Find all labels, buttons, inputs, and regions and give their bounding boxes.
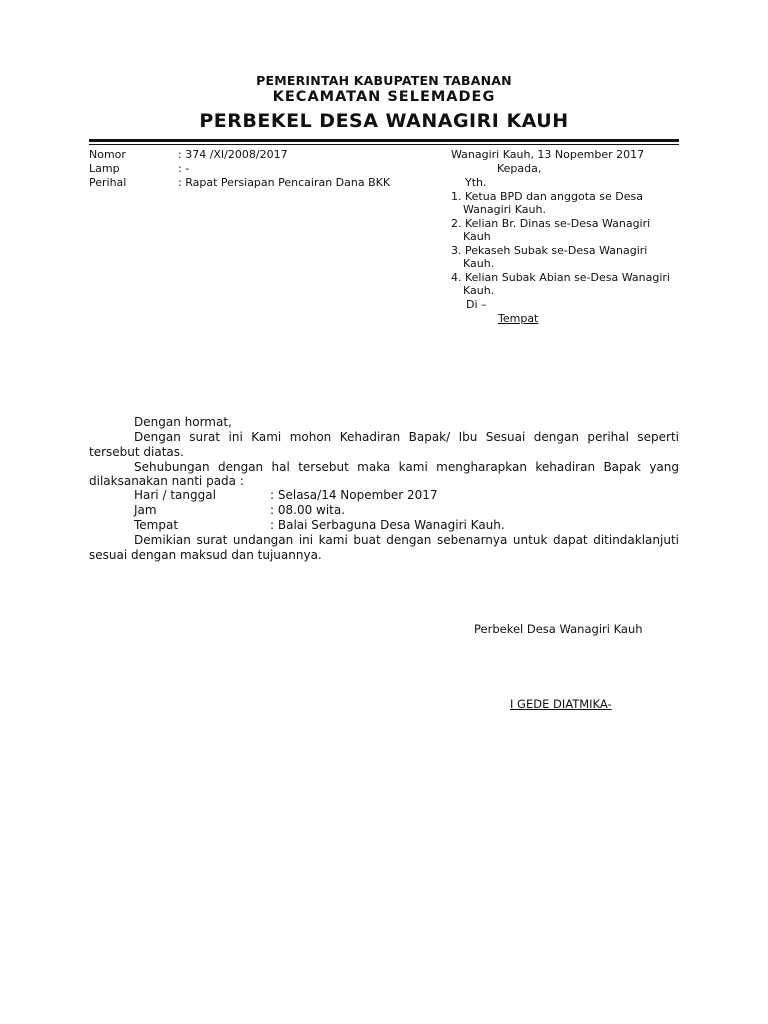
schedule-time-label: Jam bbox=[134, 503, 157, 517]
paragraph-1-line-1: Dengan surat ini Kami mohon Kehadiran Bapak/ Ibu Sesuai dengan perihal seperti bbox=[134, 430, 679, 444]
recipient-item-1-cont: Wanagiri Kauh. bbox=[463, 203, 546, 216]
schedule-place-value: : Balai Serbaguna Desa Wanagiri Kauh. bbox=[270, 518, 505, 532]
letterhead-rule-thick bbox=[89, 139, 679, 142]
letterhead-rule-thin bbox=[89, 144, 679, 145]
schedule-place-label: Tempat bbox=[134, 518, 179, 532]
closing-line-2: sesuai dengan maksud dan tujuannya. bbox=[89, 548, 322, 562]
nomor-label: Nomor bbox=[89, 148, 126, 161]
letterhead-government: PEMERINTAH KABUPATEN TABANAN bbox=[256, 73, 512, 88]
schedule-day-value: : Selasa/14 Nopember 2017 bbox=[270, 488, 438, 502]
lamp-label: Lamp bbox=[89, 162, 120, 175]
paragraph-2-line-1: Sehubungan dengan hal tersebut maka kami mengharapkan kehadiran Bapak yang bbox=[134, 460, 679, 474]
nomor-value: : 374 /XI/2008/2017 bbox=[178, 148, 288, 161]
salutation: Dengan hormat, bbox=[134, 415, 232, 429]
perihal-label: Perihal bbox=[89, 176, 127, 189]
letterhead-title: PERBEKEL DESA WANAGIRI KAUH bbox=[199, 110, 569, 132]
signature-title: Perbekel Desa Wanagiri Kauh bbox=[474, 622, 643, 636]
tempat-label: Tempat bbox=[498, 312, 539, 325]
signature-name: I GEDE DIATMIKA- bbox=[510, 697, 612, 711]
recipient-item-4: 4. Kelian Subak Abian se-Desa Wanagiri bbox=[451, 271, 670, 284]
recipient-item-1: 1. Ketua BPD dan anggota se Desa bbox=[451, 190, 643, 203]
perihal-value: : Rapat Persiapan Pencairan Dana BKK bbox=[178, 176, 391, 189]
paragraph-2-line-2: dilaksanakan nanti pada : bbox=[89, 474, 244, 488]
schedule-time-value: : 08.00 wita. bbox=[270, 503, 346, 517]
recipient-item-3: 3. Pekaseh Subak se-Desa Wanagiri bbox=[451, 244, 648, 257]
letterhead-district: KECAMATAN SELEMADEG bbox=[272, 89, 496, 105]
place-date: Wanagiri Kauh, 13 Nopember 2017 bbox=[451, 148, 645, 161]
lamp-value: : - bbox=[178, 162, 190, 175]
recipient-item-4-cont: Kauh. bbox=[463, 284, 495, 297]
yth-label: Yth. bbox=[465, 176, 487, 189]
recipient-item-2-cont: Kauh bbox=[463, 230, 491, 243]
recipient-item-2: 2. Kelian Br. Dinas se-Desa Wanagiri bbox=[451, 217, 651, 230]
closing-line-1: Demikian surat undangan ini kami buat dengan sebenarnya untuk dapat ditindaklanjuti bbox=[134, 533, 679, 547]
kepada-label: Kepada, bbox=[497, 162, 542, 175]
recipient-item-3-cont: Kauh. bbox=[463, 257, 495, 270]
di-label: Di – bbox=[466, 298, 487, 311]
schedule-day-label: Hari / tanggal bbox=[134, 488, 216, 502]
paragraph-1-line-2: tersebut diatas. bbox=[89, 445, 184, 459]
